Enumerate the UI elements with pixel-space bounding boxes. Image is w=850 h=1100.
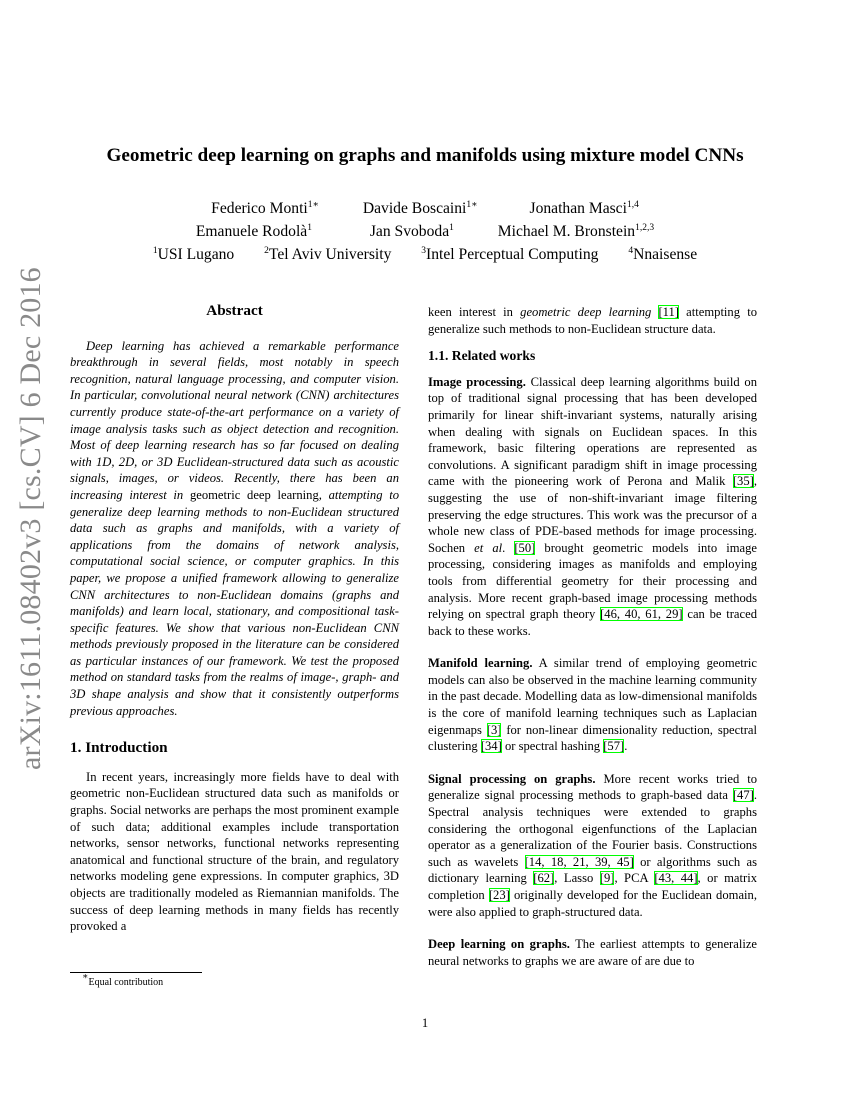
affiliation: $^2$Tel Aviv University [264, 246, 392, 263]
citation-link[interactable]: [3] [486, 722, 502, 737]
image-processing-paragraph: Image processing. Classical deep learning algorithms build on top of traditional signal processing that has been developed primarily for linear shift-invariant systems, naturally arising when dealing with signals on Euclidean spaces. In this framework, basic filtering operations are represented as convolutions. A significant paradigm shift in image processing came with the pioneering work of Perona and Malik [35], suggesting the use of non-shift-invariant image filtering preserving the edge structures. This work was the precursor of a whole new class of PDE-based methods for image processing. Sochen et al. [50] brought geometric models into image processing, considering images as manifolds and employing tools from differential geometry for their processing and analysis. More recent graph-based image processing methods relying on spectral graph theory [46, 40, 61, 29] can be traced back to these works. [428, 374, 758, 638]
author-row-1 [0, 200, 850, 218]
footnote-rule [70, 972, 202, 973]
author: Jan Svoboda$^1$ [369, 223, 454, 240]
abstract-text: Deep learning has achieved a remarkable performance breakthrough in several fields, most notably in speech recognition, natural language processing, and computer vision. In particular, convolutional neural network (CNN) architectures currently produce state-of-the-art performance on a variety of image analysis tasks such as object detection and recognition. Most of deep learning research has so far focused on dealing with 1D, 2D, or 3D Euclidean-structured data such as acoustic signals, images, or videos. Recently, there has been an increasing interest in geometric deep learning, attempting to generalize deep learning methods to non-Euclidean structured data such as graphs and manifolds, with a variety of applications from the domains of network analysis, computational social science, or computer graphics. In this paper, we propose a unified framework allowing to generalize CNN architectures to non-Euclidean domains (graphs and manifolds) and learn local, stationary, and compositional task-specific features. We show that various non-Euclidean CNN methods previously proposed in the literature can be considered as particular instances of our framework. We test the proposed method on standard tasks from the realms of image-, graph- and 3D shape analysis and show that it consistently outperforms previous approaches. [70, 338, 400, 718]
author: Jonathan Masci$^{1,4}$ [529, 200, 639, 217]
citation-link[interactable]: [50] [514, 540, 536, 555]
deep-learning-graphs-paragraph: Deep learning on graphs. The earliest attempts to generalize neural networks to graphs we are aware of are due to [428, 937, 757, 968]
citation-link[interactable]: [47] [732, 788, 754, 803]
citation-link[interactable]: [46, 40, 61, 29] [600, 607, 683, 622]
arxiv-identifier-stamp: arXiv:1611.08402v3 [cs.CV] 6 Dec 2016 [14, 267, 47, 770]
affiliations [0, 246, 850, 264]
affiliation: $^4$Nnaisense [628, 246, 698, 263]
citation-link[interactable]: [62] [533, 871, 555, 886]
citation-link[interactable]: [14, 18, 21, 39, 45] [524, 854, 634, 869]
page-number: 1 [421, 1016, 429, 1030]
citation-link[interactable]: [34] [480, 739, 502, 754]
author-row-2 [0, 223, 850, 241]
citation-link[interactable]: [43, 44] [654, 871, 698, 886]
affiliation: $^1$USI Lugano [152, 246, 235, 263]
related-works-heading: 1.1. Related works [428, 348, 536, 364]
left-column [70, 303, 399, 935]
citation-link[interactable]: [11] [658, 305, 679, 319]
citation-link[interactable]: [57] [603, 739, 625, 754]
author: Michael M. Bronstein$^{1,2,3}$ [497, 223, 655, 240]
right-column [428, 304, 757, 969]
citation-link[interactable]: [35] [732, 474, 754, 489]
intro-continuation: keen interest in geometric deep learning [11] attempting to generalize such methods to non-Euclidean structure data. [428, 305, 757, 336]
introduction-heading: 1. Introduction [70, 739, 168, 757]
abstract-heading: Abstract [206, 302, 263, 319]
signal-processing-paragraph: Signal processing on graphs. More recent works tried to generalize signal processing methods to graph-based data [47]. Spectral analysis techniques were extended to graphs considering the orthogonal eigenfunctions of the Laplacian operator as a generalization of the Fourier basis. Constructions such as wavelets [14, 18, 21, 39, 45] or algorithms such as dictionary learning [62], Lasso [9], PCA [43, 44], or matrix completion [23] originally developed for the Euclidean domain, were also applied to graph-structured data. [428, 771, 758, 919]
affiliation: $^3$Intel Perceptual Computing [421, 246, 599, 263]
paper-title: Geometric deep learning on graphs and manifolds using mixture model CNNs [106, 145, 744, 166]
citation-link[interactable]: [23] [488, 888, 510, 902]
footnote: ∗Equal contribution [82, 972, 164, 988]
author: Davide Boscaini$^{1∗}$ [362, 200, 478, 217]
citation-link[interactable]: [9] [599, 871, 615, 886]
manifold-learning-paragraph: Manifold learning. A similar trend of employing geometric models can also be observed in the machine learning community in the past decade. Modelling data as low-dimensional manifolds is the core of manifold learning techniques such as Laplacian eigenmaps [3] for non-linear dimensionality reduction, spectral clustering [34] or spectral hashing [57]. [428, 656, 757, 754]
author: Emanuele Rodolà$^1$ [195, 223, 312, 240]
introduction-paragraph: In recent years, increasingly more fields have to deal with geometric non-Euclidean structured data such as manifolds or graphs. Social networks are perhaps the most prominent example of such data; additional examples include transportation networks, sensor networks, functional networks representing anatomical and functional structure of the brain, and regulatory networks modeling gene expressions. In computer graphics, 3D objects are traditionally modeled as Riemannian manifolds. The success of deep learning methods in many fields has recently provoked a [70, 769, 399, 934]
author: Federico Monti$^{1∗}$ [211, 200, 319, 217]
